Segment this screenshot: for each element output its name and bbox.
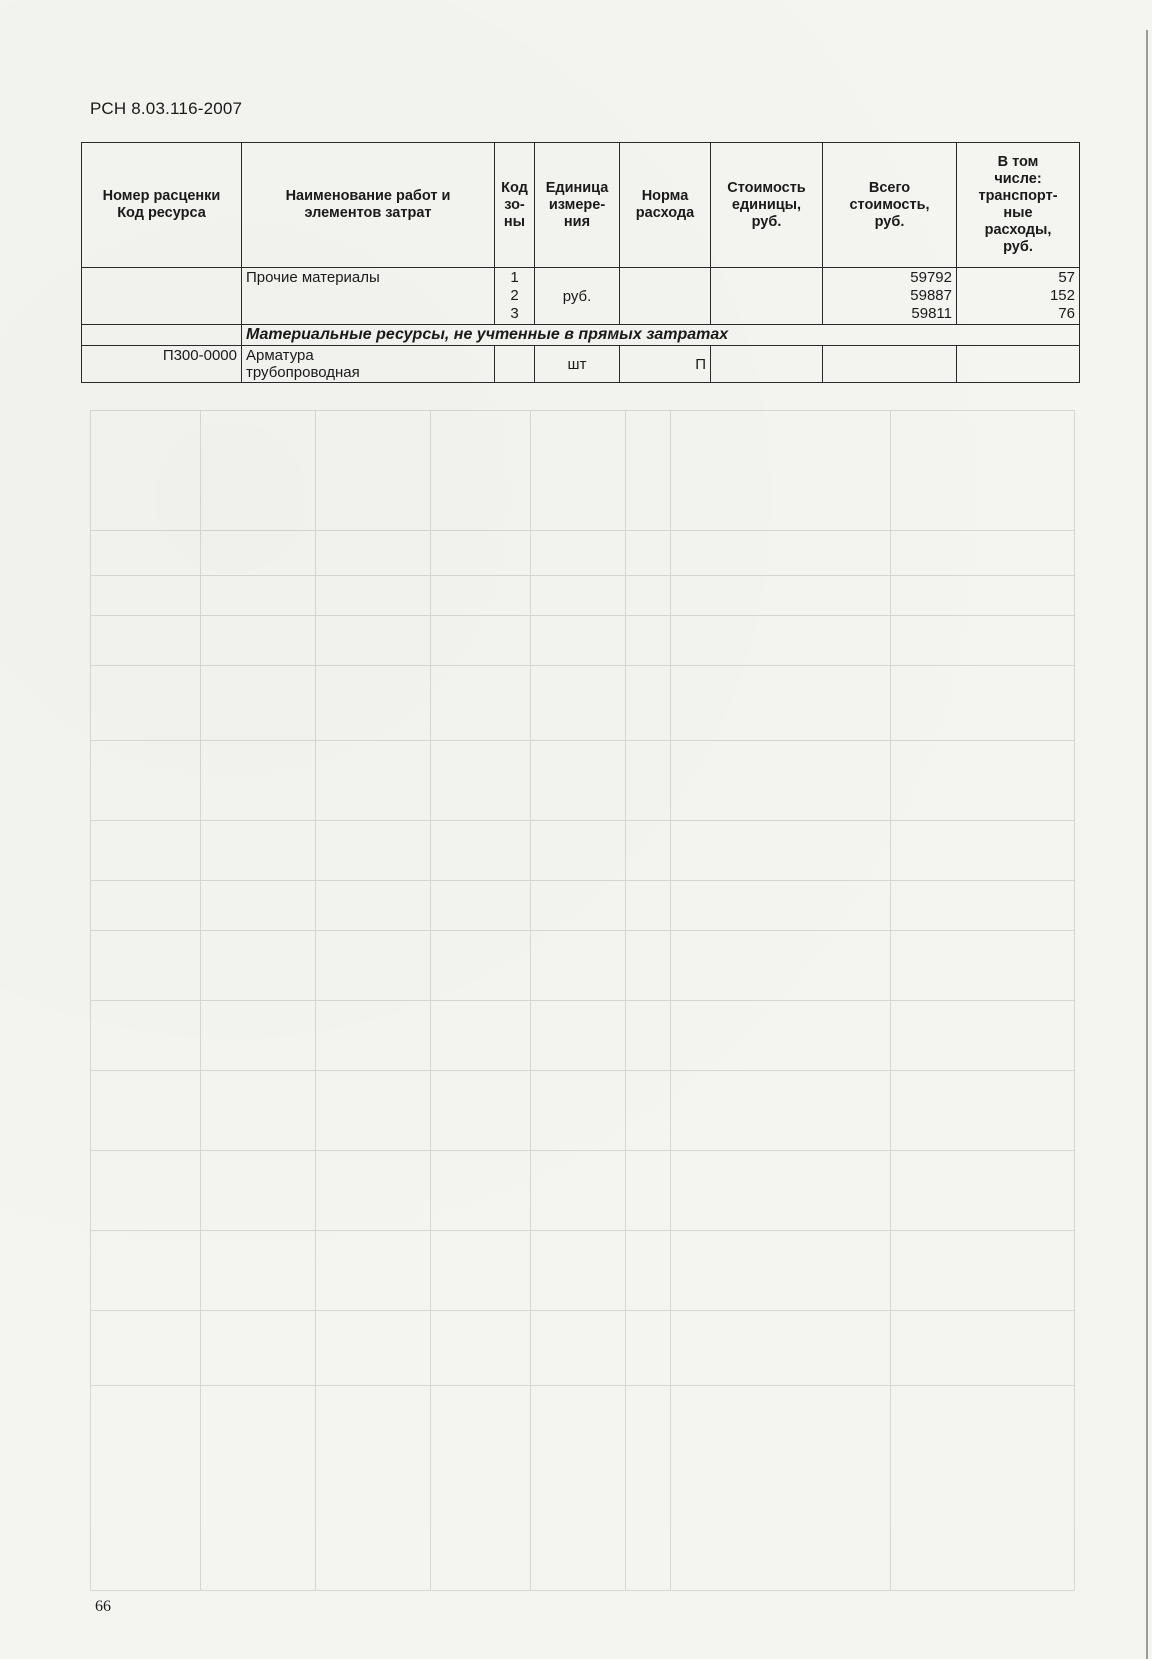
name-line: трубопроводная — [246, 364, 360, 381]
total-value: 59887 — [910, 287, 952, 304]
transport-value: 152 — [1049, 287, 1075, 304]
header-line: Стоимость — [727, 179, 806, 196]
cell-totals — [823, 268, 957, 325]
header-line: Норма — [641, 188, 689, 204]
zone-value: 1 — [510, 269, 519, 286]
transport-value: 57 — [1058, 269, 1075, 286]
cell-unit-cost-empty — [711, 346, 823, 383]
header-line: Всего — [868, 179, 911, 196]
document-code: РСН 8.03.116-2007 — [90, 99, 243, 118]
header-transport — [957, 143, 1080, 268]
transport-value: 76 — [1058, 305, 1075, 322]
cell-resource-code: П300-0000 — [82, 346, 242, 383]
cell-transport-empty — [957, 346, 1080, 383]
header-line: элементов затрат — [304, 205, 432, 221]
table-header-row — [82, 143, 1080, 268]
cell-zone-empty — [495, 346, 535, 383]
header-line: Номер расценки — [102, 188, 221, 204]
header-line: расхода — [635, 205, 695, 221]
page-edge-shadow — [1146, 30, 1148, 1659]
cell-unit: шт — [535, 346, 620, 383]
cell-total-empty — [823, 346, 957, 383]
header-line: расходы, — [984, 222, 1052, 238]
header-total-cost — [823, 143, 957, 268]
zone-value: 3 — [510, 305, 519, 322]
header-line: руб. — [874, 213, 905, 230]
cell-zones — [495, 268, 535, 325]
header-zone — [495, 143, 535, 268]
header-line: В том — [997, 154, 1039, 170]
cell-code-empty — [82, 268, 242, 325]
zone-value: 2 — [510, 287, 519, 304]
header-line: руб. — [751, 213, 782, 230]
header-line: числе: — [994, 171, 1042, 187]
page-number: 66 — [95, 1598, 111, 1615]
table-row-other-materials — [82, 268, 1080, 325]
section-title: Материальные ресурсы, не учтенные в прямых затратах — [242, 325, 1080, 346]
header-line: ные — [1003, 205, 1033, 221]
section-code-empty — [82, 325, 242, 346]
header-line: единицы, — [731, 196, 802, 213]
cell-norm-empty — [620, 268, 711, 325]
header-line: измере- — [548, 196, 606, 213]
header-line: стоимость, — [849, 196, 930, 213]
cell-name: Прочие материалы — [242, 268, 495, 325]
header-rate-code — [82, 143, 242, 268]
cell-name — [242, 346, 495, 383]
header-line: Наименование работ и — [285, 188, 451, 204]
header-norm — [620, 143, 711, 268]
total-value: 59792 — [910, 269, 952, 286]
bleed-through-ghost-table — [90, 410, 1075, 1590]
cell-transport — [957, 268, 1080, 325]
table-row-fittings — [82, 346, 1080, 383]
cell-unit: руб. — [535, 268, 620, 325]
rates-table — [81, 142, 1080, 383]
header-line: руб. — [1003, 239, 1033, 255]
total-value: 59811 — [911, 305, 952, 322]
name-line: Арматура — [246, 347, 314, 364]
header-line: Единица — [545, 179, 609, 196]
header-name — [242, 143, 495, 268]
header-unit — [535, 143, 620, 268]
header-line: ния — [563, 213, 591, 230]
header-line: зо- — [504, 196, 525, 213]
header-line: Код — [501, 179, 528, 196]
header-line: транспорт- — [978, 188, 1058, 204]
header-line: ны — [503, 213, 526, 230]
header-line: Код ресурса — [117, 205, 206, 221]
cell-unit-cost-empty — [711, 268, 823, 325]
section-row — [82, 325, 1080, 346]
cell-norm: П — [620, 346, 711, 383]
header-unit-cost — [711, 143, 823, 268]
